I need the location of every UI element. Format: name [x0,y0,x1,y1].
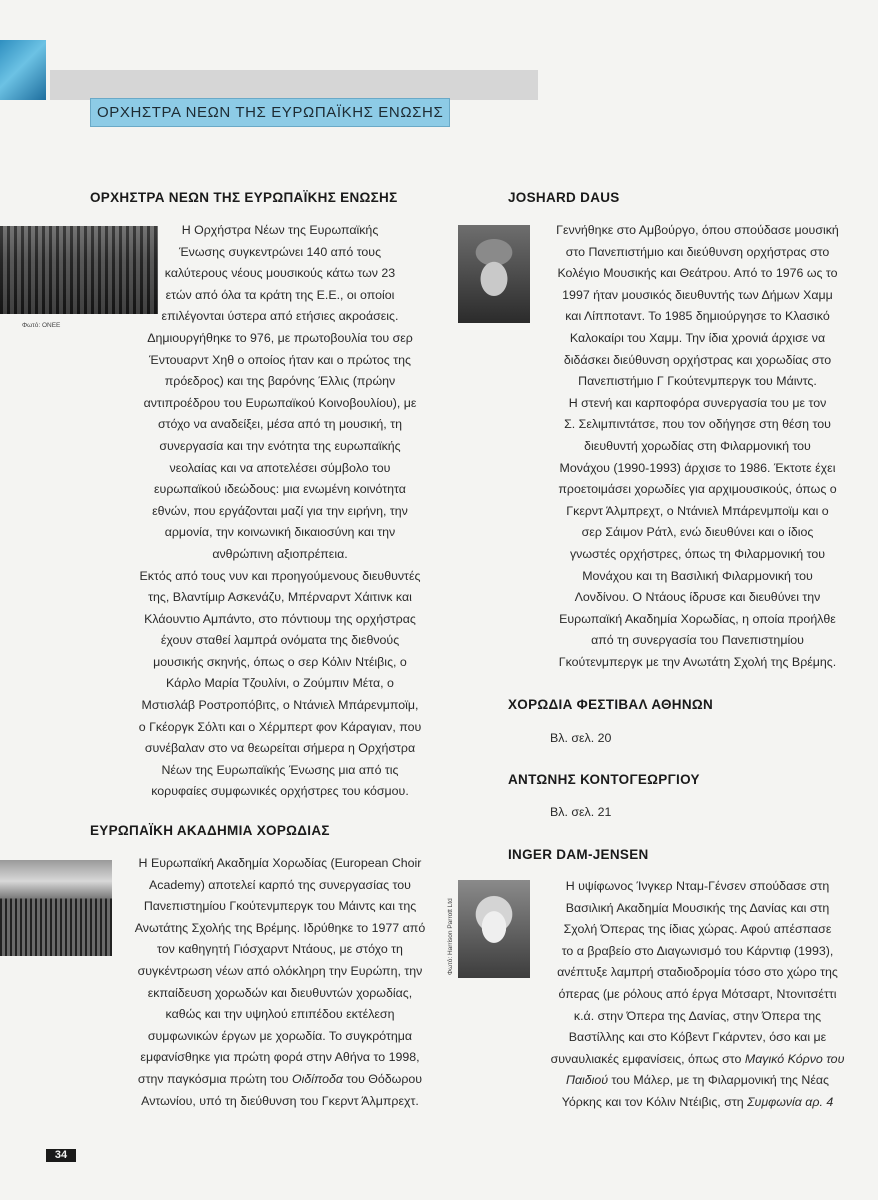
text-line: Γκερντ Άλμπρεχτ, ο Ντάνιελ Μπάρενμποϊμ και ο [566,503,829,518]
corner-photo [0,40,46,100]
text-line: Έντουαρντ Χηθ ο οποίος ήταν και ο πρώτος της [149,352,411,367]
text-line: Μστισλάβ Ροστροπόβιτς, ο Ντάνιελ Μπάρενμποϊμ, [141,698,419,713]
daus-text [530,220,865,673]
text-line: γνωστές ορχήστρες, όπως τη Φιλαρμονική του [569,546,825,561]
text-line: 1997 ήταν μουσικός διευθυντής των Δήμων Χαμμ [562,287,833,302]
text-line: Παιδιού του Μάλερ, με τη Φιλαρμονική της Νέας [565,1073,830,1088]
text-line: καλύτερους νέους μουσικούς κάτω των 23 [164,266,396,281]
text-line: στην παγκόσμια πρώτη του Οιδίποδα του Θόδωρου [137,1071,423,1086]
text-line: Εκτός από τους νυν και προηγούμενους διευθυντές [139,568,421,583]
text-line: όπερας (με ρόλους από έργα Μότσαρτ, Ντονιτσέττι [558,986,837,1001]
text-line: Η Ευρωπαϊκή Ακαδημία Χορωδίας (European Choir [138,856,422,870]
text-line: ετών από όλα τα κράτη της Ε.Ε., οι οποίοι [165,287,395,302]
text-line: Γκούτενμπεργκ με την Ανωτάτη Σχολή της Βρέμης. [558,654,837,669]
page-number: 34 [46,1149,76,1162]
text-line: επιλέγονται ύστερα από ετήσιες ακροάσεις. [161,309,399,324]
academy-photo [0,860,112,956]
text-line: ανέπτυξε λαμπρή σταδιοδρομία τόσο στο χώρο της [557,965,838,980]
text-line: κορυφαίες συμφωνικές ορχήστρες του κόσμου. [151,784,409,799]
text-line: Καλοκαίρι του Χαμμ. Την ίδια χρονιά άρχισε να [569,330,826,345]
text-line: Δημιουργήθηκε το 976, με πρωτοβουλία του σερ [147,330,413,345]
text-line: εμφανίσθηκε για πρώτη φορά στην Αθήνα το 1998, [140,1050,420,1065]
text-line: Νέων της Ευρωπαϊκής Ένωσης μια από τις [161,762,399,777]
orchestra-photo-credit: Φωτό: ΟΝΕΕ [22,322,61,329]
text-line: μουσικής σκηνής, όπως ο σερ Κόλιν Ντέιβις, ο [153,654,407,669]
text-line: Κλάουντιο Αμπάντο, στο πόντιουμ της ορχήστρας [144,611,416,626]
text-line: Υόρκης και τον Κόλιν Ντέιβις, στη Συμφωνία αρ. 4 [561,1094,834,1109]
header-band [50,70,538,100]
text-line: διευθυντή χορωδίας στη Φιλαρμονική του [584,438,811,453]
text-line: κ.ά. στην Όπερα της Δανίας, στην Όπερα της [573,1008,822,1023]
text-line: έχουν σταθεί λαμπρά ονόματα της διεθνούς [160,633,400,648]
text-line: συνέβαλαν στο να θεωρείται σήμερα η Ορχήστρα [144,741,416,756]
text-line: Λονδίνου. Ο Ντάους ίδρυσε και διευθύνει την [574,590,821,605]
academy-title: ΕΥΡΩΠΑΪΚΗ ΑΚΑΔΗΜΙΑ ΧΟΡΩΔΙΑΣ [90,823,330,838]
text-line: διδάσκει διεύθυνση ορχήστρας και χορωδίας στο [563,352,832,367]
text-line: συμφωνικών έργων με χορωδία. Το συγκρότημα [147,1028,413,1043]
text-line: ευρωπαϊκού ιδεώδους: μια ενωμένη κοινότητα [154,482,406,497]
text-line: ανθρώπινη αξιοπρέπεια. [212,546,348,561]
text-line: πρόεδρος) και της βαρόνης Έλλις (πρώην [164,374,396,389]
daus-title: JOSHARD DAUS [508,190,620,205]
festival-ref: Βλ. σελ. 20 [550,731,612,745]
text-line: Η Ορχήστρα Νέων της Ευρωπαϊκής [181,223,379,237]
orchestra-title: ΟΡΧΗΣΤΡΑ ΝΕΩΝ ΤΗΣ ΕΥΡΩΠΑΪΚΗΣ ΕΝΩΣΗΣ [90,190,398,205]
text-line: Μονάχου και τη Βασιλική Φιλαρμονική του [582,568,813,583]
daus-portrait [458,225,530,323]
text-line: εκπαίδευση χορωδών και διευθυντών χορωδίας, [147,985,413,1000]
text-line: Βαστίλλης και στο Κόβεντ Γκάρντεν, όσο και με [568,1030,827,1045]
text-line: Η στενή και καρποφόρα συνεργασία του με τον [568,395,827,410]
text-line: Κάρλο Μαρία Τζουλίνι, ο Ζούμπιν Μέτα, ο [166,676,394,691]
text-line: Κολέγιο Μουσικής και Θεάτρου. Από το 1976 ως το [557,266,838,281]
text-line: Αντωνίου, υπό τη διεύθυνση του Γκερντ Άλμπρεχτ. [141,1093,419,1108]
text-line: τον καθηγητή Γιόσχαρντ Ντάους, με στόχο τη [157,942,403,957]
text-line: Σχολή Όπερας της ίδιας χώρας. Αφού απέσπασε [563,922,832,937]
text-line: Πανεπιστήμιο Γ Γκούτενμπεργκ του Μάιντς. [578,374,817,389]
text-line: συνεργασία και την ενότητα της ευρωπαϊκής [159,438,401,453]
text-line: Πανεπιστημίου Γκούτενμπεργκ του Μάιντς και της [143,899,417,914]
text-line: και Λίπποταντ. Το 1985 δημιούργησε το Κλασικό [565,309,830,324]
text-line: αντιπροέδρου του Ευρωπαϊκού Κοινοβουλίου), με [143,395,417,410]
section-banner: ΟΡΧΗΣΤΡΑ ΝΕΩΝ ΤΗΣ ΕΥΡΩΠΑΪΚΗΣ ΕΝΩΣΗΣ [90,98,450,127]
text-line: στο Πανεπιστήμιο και διεύθυνση ορχήστρας στο [565,244,830,259]
text-line: εθνών, που εργάζονται μαζί για την ειρήνη, την [152,503,408,518]
text-line: από τη συνεργασία του Πανεπιστημίου [591,633,804,648]
text-line: σερ Σάιμον Ράτλ, ενώ διευθύνει και ο ίδιος [581,525,814,540]
text-line: Η υψίφωνος Ίνγκερ Νταμ-Γένσεν σπούδασε στη [565,879,830,893]
inger-title: INGER DAM-JENSEN [508,847,649,862]
text-line: συγκέντρωση νέων από ολόκληρη την Ευρώπη, την [137,963,423,978]
text-line: συναυλιακές εμφανίσεις, όπως στο Μαγικό Κόρνο του [550,1051,845,1066]
text-line: Ένωσης συγκεντρώνει 140 από τους [178,244,382,259]
text-line: της, Βλαντίμιρ Ασκενάζυ, Μπέρναρντ Χάιτινκ και [148,590,412,605]
inger-photo-credit: Φωτό: Harrison Parrott Ltd [447,898,454,975]
text-line: στόχο να αναδείξει, μέσα από τη μουσική, τη [158,417,402,432]
text-line: το α βραβείο στο Διαγωνισμό του Κάρντιφ (1993), [561,943,834,958]
inger-portrait [458,880,530,978]
text-line: νεολαίας και να αποτελέσει σύμβολο του [169,460,391,475]
text-line: Ανωτάτης Σχολής της Βρέμης. Ιδρύθηκε το 1977 από [134,920,426,935]
text-line: προετοιμάσει χορωδίες για αρχιμουσικούς, όπως ο [558,482,837,497]
kontogeorgiou-title: ΑΝΤΩΝΗΣ ΚΟΝΤΟΓΕΩΡΓΙΟΥ [508,772,700,787]
inger-text [530,876,865,1114]
text-line: Βασιλική Ακαδημία Μουσικής της Δανίας και στη [565,900,830,915]
festival-title: ΧΟΡΩΔΙΑ ΦΕΣΤΙΒΑΛ ΑΘΗΝΩΝ [508,697,714,712]
text-line: Σ. Σελιμπιντάτσε, που τον οδήγησε στη θέση του [564,417,831,432]
text-line: ο Γκέοργκ Σόλτι και ο Χέρμπερτ φον Κάραγιαν, που [138,719,422,734]
text-line: Μονάχου (1990-1993) άρχισε το 1986. Έκτοτε έχει [559,460,836,475]
orchestra-text [120,220,440,803]
academy-text [120,853,440,1112]
kontogeorgiou-ref: Βλ. σελ. 21 [550,805,612,819]
text-line: Γεννήθηκε στο Αμβούργο, όπου σπούδασε μουσική [556,223,839,237]
text-line: αρμονία, την κοινωνική δικαιοσύνη και την [164,525,396,540]
text-line: Academy) αποτελεί καρπό της συνεργασίας του [149,877,411,892]
text-line: Ευρωπαϊκή Ακαδημία Χορωδίας, η οποία προήλθε [559,611,836,626]
text-line: καθώς και την υψηλού επιπέδου εκτέλεση [165,1007,395,1022]
